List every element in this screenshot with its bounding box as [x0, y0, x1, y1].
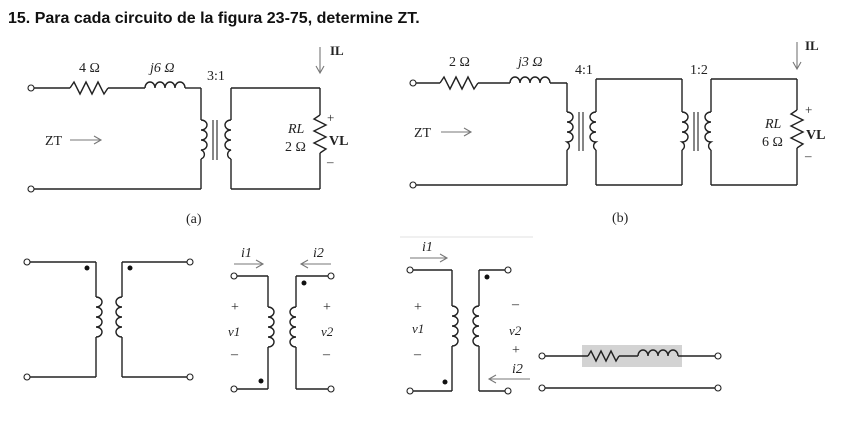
v2-plus-2: + — [323, 300, 331, 315]
problem-title: 15. Para cada circuito de la figura 23-75, determine ZT. — [8, 10, 420, 27]
i1-label-3: i1 — [422, 240, 433, 255]
v1-label-2: v1 — [228, 324, 241, 339]
vl-minus-a: – — [327, 154, 334, 169]
terminal-a-top — [28, 85, 34, 91]
caption-b: (b) — [612, 211, 629, 226]
polarity-dot-2a — [259, 379, 264, 384]
rl-name-a: RL — [288, 122, 305, 137]
vl-plus-a: + — [327, 110, 335, 125]
v1-minus-3: – — [414, 347, 421, 362]
v1-plus-3: + — [414, 300, 422, 315]
sketch1-primary-coil — [96, 297, 102, 337]
i1-label-2: i1 — [241, 246, 252, 261]
rl-value-a: 2 Ω — [285, 140, 306, 155]
il-label-a: IL — [330, 43, 344, 58]
rl-value-b: 6 Ω — [762, 135, 783, 150]
series-rl-snippet — [539, 345, 721, 391]
v2-minus-3: – — [512, 297, 519, 312]
i2-label-3: i2 — [512, 362, 523, 377]
polarity-dot-3b — [485, 275, 490, 280]
i2-label-2: i2 — [313, 246, 324, 261]
terminal-a-bottom — [28, 186, 34, 192]
sketch-transformer-3 — [400, 237, 533, 394]
transformer-a-secondary — [225, 120, 231, 159]
sketch-transformer-1 — [24, 259, 193, 380]
polarity-dot-2b — [302, 281, 307, 286]
circuit-b — [410, 38, 825, 226]
transformer-b1-primary — [567, 112, 573, 150]
resistor-a — [70, 82, 108, 94]
l-series-label-b: j3 Ω — [518, 55, 543, 70]
transformer-b2-secondary — [705, 112, 711, 150]
v1-plus-2: + — [231, 300, 239, 315]
polarity-dot-3a — [443, 380, 448, 385]
ratio1-label-b: 4:1 — [575, 63, 593, 78]
v1-minus-2: – — [231, 347, 238, 362]
transformer-b2-primary — [682, 112, 688, 150]
caption-a: (a) — [186, 212, 202, 227]
resistor-b — [440, 77, 478, 89]
sketch-transformer-2 — [228, 246, 334, 392]
r-series-label-a: 4 Ω — [79, 61, 100, 76]
il-label-b: IL — [805, 38, 819, 53]
vl-label-a: VL — [329, 134, 349, 149]
vl-plus-b: + — [805, 102, 813, 117]
polarity-dot-1a — [85, 266, 90, 271]
v2-minus-2: – — [323, 347, 330, 362]
ratio2-label-b: 1:2 — [690, 63, 708, 78]
circuit-a — [28, 43, 348, 227]
v2-plus-3: + — [512, 343, 520, 358]
vl-minus-b: – — [805, 148, 812, 163]
zt-label-a: ZT — [45, 134, 63, 149]
l-series-label-a: j6 Ω — [150, 61, 175, 76]
ratio-label-a: 3:1 — [207, 69, 225, 84]
load-resistor-b — [791, 110, 803, 148]
rl-name-b: RL — [765, 117, 782, 132]
transformer-b1-secondary — [590, 112, 596, 150]
inductor-b — [510, 77, 550, 83]
v2-label-2: v2 — [321, 324, 334, 339]
v1-label-3: v1 — [412, 321, 425, 336]
r-series-label-b: 2 Ω — [449, 55, 470, 70]
sketch1-secondary-coil — [116, 297, 122, 337]
transformer-a-primary — [201, 120, 207, 159]
vl-label-b: VL — [806, 128, 826, 143]
inductor-a — [145, 82, 185, 88]
terminal-b-top — [410, 80, 416, 86]
polarity-dot-1b — [128, 266, 133, 271]
zt-label-b: ZT — [414, 126, 432, 141]
load-resistor-a — [314, 115, 326, 153]
v2-label-3: v2 — [509, 323, 522, 338]
terminal-b-bottom — [410, 182, 416, 188]
